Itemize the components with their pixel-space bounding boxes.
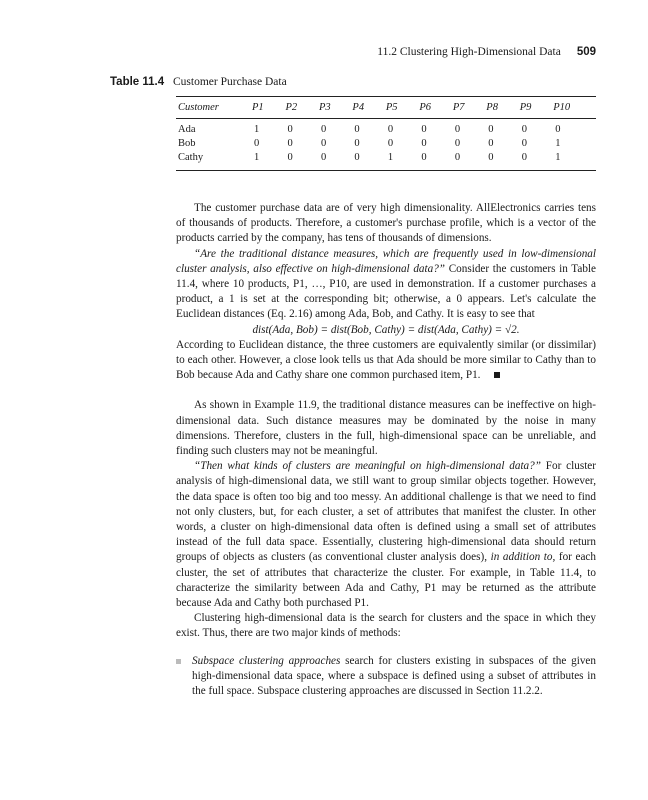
col-header-customer: Customer (178, 101, 219, 113)
table-cell: 0 (454, 152, 461, 163)
table-cell: 1 (555, 138, 561, 149)
table-title: Customer Purchase Data (173, 76, 287, 88)
table-cell: 0 (521, 152, 527, 163)
equation: dist(Ada, Bob) = dist(Bob, Cathy) = dist(Ada, Cathy) = √2. (252, 323, 520, 336)
col-header-p5: P5 (385, 101, 398, 113)
paragraph-text: Consider the customers in Table 11.4, where 10 products, P1, …, P10, are used in demonstration. If a customer purchases a product, a 1 is set at the corresponding bit; otherwise, a 0 appears. Let's calculate the Euclidean distances (Eq. 2.16) among Ada, Bob, and Cathy. It is easy to see that (176, 262, 596, 321)
page-number: 509 (576, 46, 596, 58)
paragraph-ineffective: As shown in Example 11.9, the traditional distance measures can be ineffective on high-dimensional data. Such distance measures may be dominated by the noise in many dimensions. Therefore, clusters in the full, high-dimensional space can be unreliable, and finding such clusters may not be meaningful. (176, 399, 596, 458)
table-cell: 0 (320, 138, 327, 149)
methods-list (176, 654, 596, 700)
table-cell: 0 (454, 138, 461, 149)
table-cell: 1 (387, 152, 394, 163)
table-cell: 0 (320, 124, 327, 135)
paragraph-dimensionality: The customer purchase data are of very high dimensionality. AllElectronics carries tens of thousands of products. Therefore, a customer's purchase profile, which is a vector of the products carried by the company, has tens of thousands of dimensions. (176, 202, 596, 245)
table-cell: 0 (488, 124, 494, 135)
table-cell: 0 (555, 124, 561, 135)
table-caption (110, 76, 287, 88)
paragraph-two-kinds: Clustering high-dimensional data is the search for clusters and the space in which they exist. Thus, there are two major kinds of methods: (176, 612, 596, 640)
running-header (0, 46, 596, 58)
table-cell: 0 (287, 124, 293, 135)
bullet-icon (176, 659, 181, 664)
col-header-p9: P9 (519, 101, 532, 113)
col-header-p4: P4 (352, 101, 365, 113)
col-header-p7: P7 (452, 101, 465, 113)
customer-purchase-table (176, 96, 596, 171)
table-header-row (176, 97, 596, 119)
row-label: Cathy (178, 152, 204, 163)
col-header-p10: P10 (553, 101, 571, 113)
table-cell: 1 (555, 152, 561, 163)
paragraph-meaningful-clusters (176, 459, 596, 611)
table-cell: 0 (488, 152, 494, 163)
col-header-p6: P6 (419, 101, 432, 113)
table-cell: 0 (254, 138, 260, 149)
paragraph-text: For cluster analysis of high-dimensional data, we still want to group similar objects together. However, the data space is often too big and too messy. An additional challenge is that we need to find not only clusters, but, for each cluster, a set of attributes that manifest the cluster. In other words, a cluster on high-dimensional data often is defined using a small set of attributes instead of the full data space. Essentially, clustering high-dimensional data should return groups of objects as clusters (as conventional cluster analysis does), (176, 460, 596, 564)
table-number: Table 11.4 (110, 76, 165, 88)
table-cell: 0 (421, 124, 427, 135)
italic-phrase: in addition to, (487, 551, 556, 564)
paragraph-distance-question (176, 247, 596, 323)
col-header-p1: P1 (252, 101, 264, 113)
list-item (176, 654, 596, 700)
table-row (176, 151, 596, 171)
table-cell: 0 (354, 152, 360, 163)
italic-question: “Then what kinds of clusters are meaningful on high-dimensional data?” (194, 460, 541, 473)
paragraph-text: According to Euclidean distance, the three customers are equivalently similar (or dissimilar) to each other. However, a close look tells us that Ada should be more similar to Cathy than to Bob because Ada and Cathy share one common purchased item, P1. (176, 338, 596, 382)
table-cell: 0 (320, 152, 327, 163)
col-header-p3: P3 (318, 101, 331, 113)
col-header-p8: P8 (486, 101, 498, 113)
row-label: Bob (178, 138, 196, 149)
table-cell: 1 (254, 124, 260, 135)
italic-term: Subspace clustering approaches (192, 654, 341, 667)
table-row (176, 137, 596, 151)
table-row (176, 119, 596, 138)
table-cell: 0 (387, 138, 394, 149)
end-of-example-icon (494, 372, 500, 378)
section-title: 11.2 Clustering High-Dimensional Data (377, 46, 561, 58)
table-cell: 0 (488, 138, 494, 149)
paragraph-text: for each cluster, the set of attributes that characterize the cluster. For example, in Table 11.4, to characterize the similarity between Ada and Cathy, P1 may be returned as the attribute because Ada and Cathy both purchased P1. (176, 551, 596, 610)
table-cell: 1 (254, 152, 260, 163)
italic-question: “Are the traditional distance measures, which are frequently used in low-dimensional cluster analysis, also effective on high-dimensional data?” (176, 247, 596, 275)
table-cell: 0 (454, 124, 461, 135)
row-label: Ada (178, 124, 196, 135)
paragraph-euclidean (176, 338, 596, 384)
table-cell: 0 (521, 138, 527, 149)
body-text (176, 201, 596, 699)
list-item-text: search for clusters existing in subspaces of the given high-dimensional data space, where a subspace is defined using a subset of attributes in the full space. Subspace clustering approaches are discussed in Section 11.2.2. (192, 654, 596, 698)
table-cell: 0 (421, 138, 427, 149)
table-cell: 0 (354, 124, 360, 135)
table-cell: 0 (287, 138, 293, 149)
table-cell: 0 (421, 152, 427, 163)
col-header-p2: P2 (285, 101, 298, 113)
table-cell: 0 (287, 152, 293, 163)
table-cell: 0 (521, 124, 527, 135)
table-cell: 0 (354, 138, 360, 149)
table-cell: 0 (387, 124, 394, 135)
